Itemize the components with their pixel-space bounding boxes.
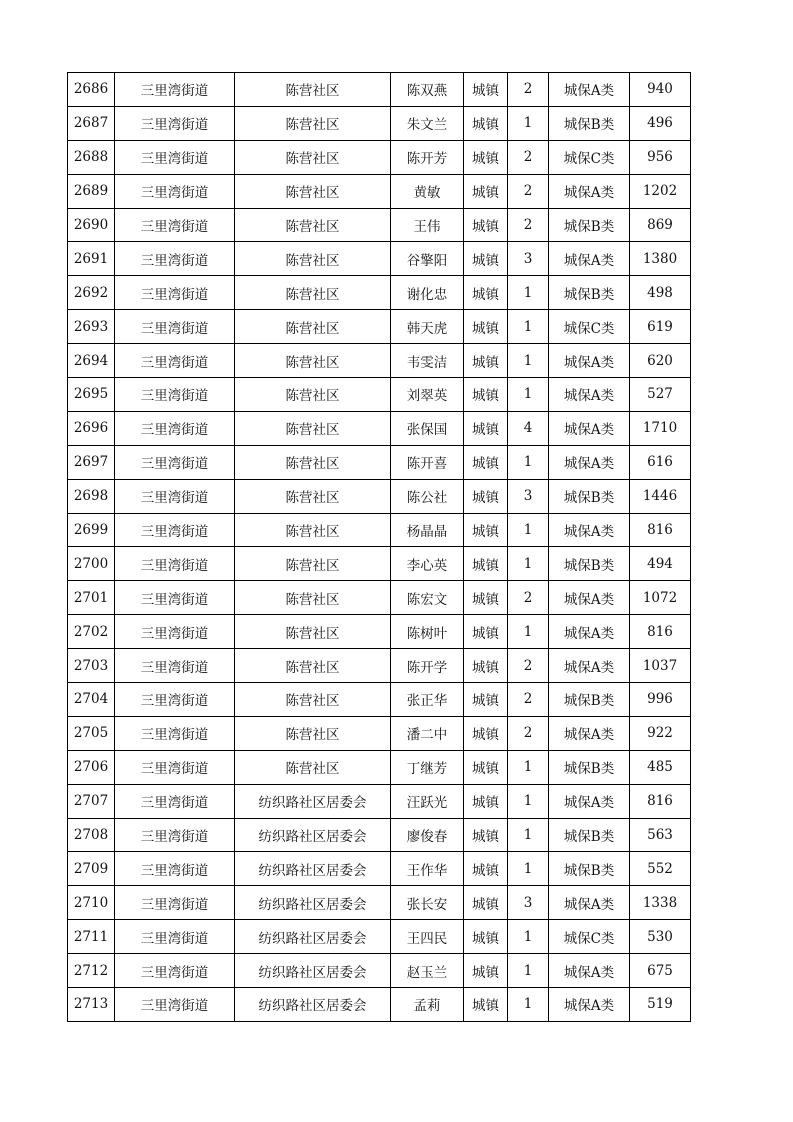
insurance-class-cell: 城保B类 xyxy=(549,106,630,140)
area-type-cell: 城镇 xyxy=(464,784,508,818)
insurance-class-cell: 城保A类 xyxy=(549,242,630,276)
table-row xyxy=(68,310,691,344)
row-number-cell: 2713 xyxy=(68,988,115,1022)
community-cell: 陈营社区 xyxy=(235,140,391,174)
household-count-cell: 1 xyxy=(508,378,549,412)
name-cell: 韦雯洁 xyxy=(391,344,464,378)
household-count-cell: 1 xyxy=(508,920,549,954)
street-cell: 三里湾街道 xyxy=(115,649,235,683)
row-number-cell: 2694 xyxy=(68,344,115,378)
area-type-cell: 城镇 xyxy=(464,344,508,378)
amount-cell: 552 xyxy=(630,852,691,886)
community-cell: 陈营社区 xyxy=(235,208,391,242)
street-cell: 三里湾街道 xyxy=(115,784,235,818)
household-count-cell: 1 xyxy=(508,276,549,310)
row-number-cell: 2689 xyxy=(68,174,115,208)
table-row xyxy=(68,954,691,988)
amount-cell: 1072 xyxy=(630,581,691,615)
amount-cell: 1446 xyxy=(630,479,691,513)
street-cell: 三里湾街道 xyxy=(115,344,235,378)
street-cell: 三里湾街道 xyxy=(115,445,235,479)
area-type-cell: 城镇 xyxy=(464,750,508,784)
amount-cell: 494 xyxy=(630,547,691,581)
insurance-class-cell: 城保A类 xyxy=(549,988,630,1022)
row-number-cell: 2702 xyxy=(68,615,115,649)
street-cell: 三里湾街道 xyxy=(115,886,235,920)
insurance-class-cell: 城保C类 xyxy=(549,310,630,344)
street-cell: 三里湾街道 xyxy=(115,547,235,581)
row-number-cell: 2706 xyxy=(68,750,115,784)
community-cell: 陈营社区 xyxy=(235,513,391,547)
insurance-class-cell: 城保A类 xyxy=(549,886,630,920)
name-cell: 孟莉 xyxy=(391,988,464,1022)
amount-cell: 620 xyxy=(630,344,691,378)
table-row xyxy=(68,242,691,276)
amount-cell: 816 xyxy=(630,784,691,818)
table-row xyxy=(68,683,691,717)
name-cell: 谢化忠 xyxy=(391,276,464,310)
area-type-cell: 城镇 xyxy=(464,513,508,547)
community-cell: 陈营社区 xyxy=(235,106,391,140)
street-cell: 三里湾街道 xyxy=(115,276,235,310)
row-number-cell: 2705 xyxy=(68,716,115,750)
community-cell: 陈营社区 xyxy=(235,716,391,750)
street-cell: 三里湾街道 xyxy=(115,513,235,547)
insurance-class-cell: 城保A类 xyxy=(549,344,630,378)
table-row xyxy=(68,988,691,1022)
street-cell: 三里湾街道 xyxy=(115,716,235,750)
insurance-class-cell: 城保A类 xyxy=(549,581,630,615)
area-type-cell: 城镇 xyxy=(464,411,508,445)
row-number-cell: 2692 xyxy=(68,276,115,310)
area-type-cell: 城镇 xyxy=(464,581,508,615)
area-type-cell: 城镇 xyxy=(464,818,508,852)
name-cell: 陈公社 xyxy=(391,479,464,513)
area-type-cell: 城镇 xyxy=(464,547,508,581)
amount-cell: 816 xyxy=(630,615,691,649)
street-cell: 三里湾街道 xyxy=(115,310,235,344)
table-row xyxy=(68,378,691,412)
community-cell: 陈营社区 xyxy=(235,547,391,581)
street-cell: 三里湾街道 xyxy=(115,140,235,174)
area-type-cell: 城镇 xyxy=(464,310,508,344)
table-row xyxy=(68,784,691,818)
amount-cell: 1338 xyxy=(630,886,691,920)
row-number-cell: 2707 xyxy=(68,784,115,818)
row-number-cell: 2696 xyxy=(68,411,115,445)
table-row xyxy=(68,852,691,886)
amount-cell: 485 xyxy=(630,750,691,784)
household-count-cell: 2 xyxy=(508,140,549,174)
community-cell: 陈营社区 xyxy=(235,750,391,784)
table-row xyxy=(68,73,691,107)
household-count-cell: 3 xyxy=(508,242,549,276)
household-count-cell: 1 xyxy=(508,344,549,378)
street-cell: 三里湾街道 xyxy=(115,818,235,852)
table-row xyxy=(68,750,691,784)
table-row xyxy=(68,649,691,683)
street-cell: 三里湾街道 xyxy=(115,174,235,208)
amount-cell: 527 xyxy=(630,378,691,412)
community-cell: 纺织路社区居委会 xyxy=(235,954,391,988)
amount-cell: 530 xyxy=(630,920,691,954)
row-number-cell: 2688 xyxy=(68,140,115,174)
name-cell: 王伟 xyxy=(391,208,464,242)
street-cell: 三里湾街道 xyxy=(115,581,235,615)
insurance-class-cell: 城保A类 xyxy=(549,174,630,208)
household-count-cell: 1 xyxy=(508,852,549,886)
area-type-cell: 城镇 xyxy=(464,140,508,174)
street-cell: 三里湾街道 xyxy=(115,73,235,107)
amount-cell: 563 xyxy=(630,818,691,852)
street-cell: 三里湾街道 xyxy=(115,615,235,649)
insurance-class-cell: 城保A类 xyxy=(549,954,630,988)
table-row xyxy=(68,581,691,615)
household-count-cell: 4 xyxy=(508,411,549,445)
insurance-class-cell: 城保B类 xyxy=(549,818,630,852)
insurance-class-cell: 城保A类 xyxy=(549,73,630,107)
community-cell: 陈营社区 xyxy=(235,242,391,276)
community-cell: 纺织路社区居委会 xyxy=(235,818,391,852)
row-number-cell: 2691 xyxy=(68,242,115,276)
insurance-class-cell: 城保A类 xyxy=(549,378,630,412)
table-row xyxy=(68,208,691,242)
name-cell: 韩天虎 xyxy=(391,310,464,344)
household-count-cell: 1 xyxy=(508,818,549,852)
street-cell: 三里湾街道 xyxy=(115,479,235,513)
area-type-cell: 城镇 xyxy=(464,615,508,649)
amount-cell: 519 xyxy=(630,988,691,1022)
name-cell: 张长安 xyxy=(391,886,464,920)
household-count-cell: 1 xyxy=(508,954,549,988)
name-cell: 丁继芳 xyxy=(391,750,464,784)
insurance-class-cell: 城保A类 xyxy=(549,615,630,649)
household-count-cell: 3 xyxy=(508,479,549,513)
amount-cell: 869 xyxy=(630,208,691,242)
area-type-cell: 城镇 xyxy=(464,920,508,954)
street-cell: 三里湾街道 xyxy=(115,750,235,784)
community-cell: 陈营社区 xyxy=(235,276,391,310)
amount-cell: 956 xyxy=(630,140,691,174)
insurance-class-cell: 城保B类 xyxy=(549,479,630,513)
household-count-cell: 1 xyxy=(508,547,549,581)
amount-cell: 496 xyxy=(630,106,691,140)
name-cell: 汪跃光 xyxy=(391,784,464,818)
row-number-cell: 2697 xyxy=(68,445,115,479)
table-row xyxy=(68,920,691,954)
amount-cell: 816 xyxy=(630,513,691,547)
table-row xyxy=(68,547,691,581)
insurance-class-cell: 城保A类 xyxy=(549,411,630,445)
street-cell: 三里湾街道 xyxy=(115,378,235,412)
amount-cell: 619 xyxy=(630,310,691,344)
name-cell: 陈开芳 xyxy=(391,140,464,174)
amount-cell: 616 xyxy=(630,445,691,479)
household-count-cell: 1 xyxy=(508,750,549,784)
row-number-cell: 2711 xyxy=(68,920,115,954)
household-count-cell: 1 xyxy=(508,310,549,344)
household-count-cell: 1 xyxy=(508,445,549,479)
row-number-cell: 2686 xyxy=(68,73,115,107)
household-count-cell: 2 xyxy=(508,581,549,615)
street-cell: 三里湾街道 xyxy=(115,106,235,140)
community-cell: 陈营社区 xyxy=(235,683,391,717)
row-number-cell: 2690 xyxy=(68,208,115,242)
row-number-cell: 2708 xyxy=(68,818,115,852)
insurance-class-cell: 城保A类 xyxy=(549,716,630,750)
community-cell: 陈营社区 xyxy=(235,411,391,445)
table-row xyxy=(68,445,691,479)
amount-cell: 1710 xyxy=(630,411,691,445)
community-cell: 陈营社区 xyxy=(235,174,391,208)
name-cell: 谷擎阳 xyxy=(391,242,464,276)
row-number-cell: 2703 xyxy=(68,649,115,683)
community-cell: 陈营社区 xyxy=(235,378,391,412)
area-type-cell: 城镇 xyxy=(464,716,508,750)
amount-cell: 675 xyxy=(630,954,691,988)
table-row xyxy=(68,140,691,174)
table-row xyxy=(68,615,691,649)
street-cell: 三里湾街道 xyxy=(115,954,235,988)
street-cell: 三里湾街道 xyxy=(115,208,235,242)
name-cell: 张正华 xyxy=(391,683,464,717)
insurance-class-cell: 城保B类 xyxy=(549,852,630,886)
table-row xyxy=(68,174,691,208)
row-number-cell: 2701 xyxy=(68,581,115,615)
row-number-cell: 2710 xyxy=(68,886,115,920)
table-row xyxy=(68,411,691,445)
insurance-class-cell: 城保B类 xyxy=(549,208,630,242)
name-cell: 张保国 xyxy=(391,411,464,445)
area-type-cell: 城镇 xyxy=(464,683,508,717)
roster-table xyxy=(67,72,691,1022)
row-number-cell: 2712 xyxy=(68,954,115,988)
area-type-cell: 城镇 xyxy=(464,242,508,276)
household-count-cell: 1 xyxy=(508,988,549,1022)
household-count-cell: 1 xyxy=(508,784,549,818)
row-number-cell: 2700 xyxy=(68,547,115,581)
area-type-cell: 城镇 xyxy=(464,886,508,920)
household-count-cell: 2 xyxy=(508,683,549,717)
community-cell: 陈营社区 xyxy=(235,445,391,479)
row-number-cell: 2693 xyxy=(68,310,115,344)
name-cell: 赵玉兰 xyxy=(391,954,464,988)
name-cell: 李心英 xyxy=(391,547,464,581)
table-row xyxy=(68,513,691,547)
area-type-cell: 城镇 xyxy=(464,276,508,310)
insurance-class-cell: 城保A类 xyxy=(549,445,630,479)
name-cell: 陈树叶 xyxy=(391,615,464,649)
name-cell: 陈双燕 xyxy=(391,73,464,107)
name-cell: 廖俊春 xyxy=(391,818,464,852)
row-number-cell: 2704 xyxy=(68,683,115,717)
community-cell: 陈营社区 xyxy=(235,310,391,344)
street-cell: 三里湾街道 xyxy=(115,852,235,886)
amount-cell: 922 xyxy=(630,716,691,750)
insurance-class-cell: 城保B类 xyxy=(549,683,630,717)
area-type-cell: 城镇 xyxy=(464,445,508,479)
area-type-cell: 城镇 xyxy=(464,954,508,988)
household-count-cell: 2 xyxy=(508,174,549,208)
household-count-cell: 2 xyxy=(508,716,549,750)
street-cell: 三里湾街道 xyxy=(115,988,235,1022)
community-cell: 陈营社区 xyxy=(235,479,391,513)
table-row xyxy=(68,276,691,310)
area-type-cell: 城镇 xyxy=(464,208,508,242)
name-cell: 潘二中 xyxy=(391,716,464,750)
area-type-cell: 城镇 xyxy=(464,852,508,886)
community-cell: 纺织路社区居委会 xyxy=(235,784,391,818)
community-cell: 陈营社区 xyxy=(235,649,391,683)
name-cell: 王四民 xyxy=(391,920,464,954)
name-cell: 杨晶晶 xyxy=(391,513,464,547)
row-number-cell: 2687 xyxy=(68,106,115,140)
household-count-cell: 2 xyxy=(508,73,549,107)
name-cell: 王作华 xyxy=(391,852,464,886)
roster-body xyxy=(68,73,691,1022)
insurance-class-cell: 城保B类 xyxy=(549,547,630,581)
community-cell: 纺织路社区居委会 xyxy=(235,988,391,1022)
amount-cell: 940 xyxy=(630,73,691,107)
insurance-class-cell: 城保C类 xyxy=(549,140,630,174)
amount-cell: 1380 xyxy=(630,242,691,276)
insurance-class-cell: 城保A类 xyxy=(549,784,630,818)
community-cell: 陈营社区 xyxy=(235,581,391,615)
household-count-cell: 1 xyxy=(508,106,549,140)
community-cell: 纺织路社区居委会 xyxy=(235,920,391,954)
area-type-cell: 城镇 xyxy=(464,479,508,513)
row-number-cell: 2699 xyxy=(68,513,115,547)
insurance-class-cell: 城保C类 xyxy=(549,920,630,954)
name-cell: 陈开学 xyxy=(391,649,464,683)
area-type-cell: 城镇 xyxy=(464,174,508,208)
household-count-cell: 1 xyxy=(508,615,549,649)
community-cell: 陈营社区 xyxy=(235,73,391,107)
row-number-cell: 2698 xyxy=(68,479,115,513)
insurance-class-cell: 城保A类 xyxy=(549,513,630,547)
row-number-cell: 2709 xyxy=(68,852,115,886)
name-cell: 朱文兰 xyxy=(391,106,464,140)
table-row xyxy=(68,886,691,920)
area-type-cell: 城镇 xyxy=(464,649,508,683)
area-type-cell: 城镇 xyxy=(464,73,508,107)
table-row xyxy=(68,344,691,378)
area-type-cell: 城镇 xyxy=(464,988,508,1022)
name-cell: 刘翠英 xyxy=(391,378,464,412)
household-count-cell: 1 xyxy=(508,513,549,547)
amount-cell: 498 xyxy=(630,276,691,310)
street-cell: 三里湾街道 xyxy=(115,683,235,717)
insurance-class-cell: 城保B类 xyxy=(549,750,630,784)
area-type-cell: 城镇 xyxy=(464,378,508,412)
community-cell: 纺织路社区居委会 xyxy=(235,886,391,920)
insurance-class-cell: 城保B类 xyxy=(549,276,630,310)
table-row xyxy=(68,818,691,852)
table-row xyxy=(68,479,691,513)
name-cell: 黄敏 xyxy=(391,174,464,208)
amount-cell: 996 xyxy=(630,683,691,717)
community-cell: 陈营社区 xyxy=(235,344,391,378)
area-type-cell: 城镇 xyxy=(464,106,508,140)
street-cell: 三里湾街道 xyxy=(115,920,235,954)
name-cell: 陈宏文 xyxy=(391,581,464,615)
community-cell: 陈营社区 xyxy=(235,615,391,649)
community-cell: 纺织路社区居委会 xyxy=(235,852,391,886)
amount-cell: 1202 xyxy=(630,174,691,208)
household-count-cell: 2 xyxy=(508,208,549,242)
table-row xyxy=(68,716,691,750)
row-number-cell: 2695 xyxy=(68,378,115,412)
name-cell: 陈开喜 xyxy=(391,445,464,479)
street-cell: 三里湾街道 xyxy=(115,411,235,445)
table-row xyxy=(68,106,691,140)
insurance-class-cell: 城保A类 xyxy=(549,649,630,683)
street-cell: 三里湾街道 xyxy=(115,242,235,276)
household-count-cell: 2 xyxy=(508,649,549,683)
household-count-cell: 3 xyxy=(508,886,549,920)
amount-cell: 1037 xyxy=(630,649,691,683)
